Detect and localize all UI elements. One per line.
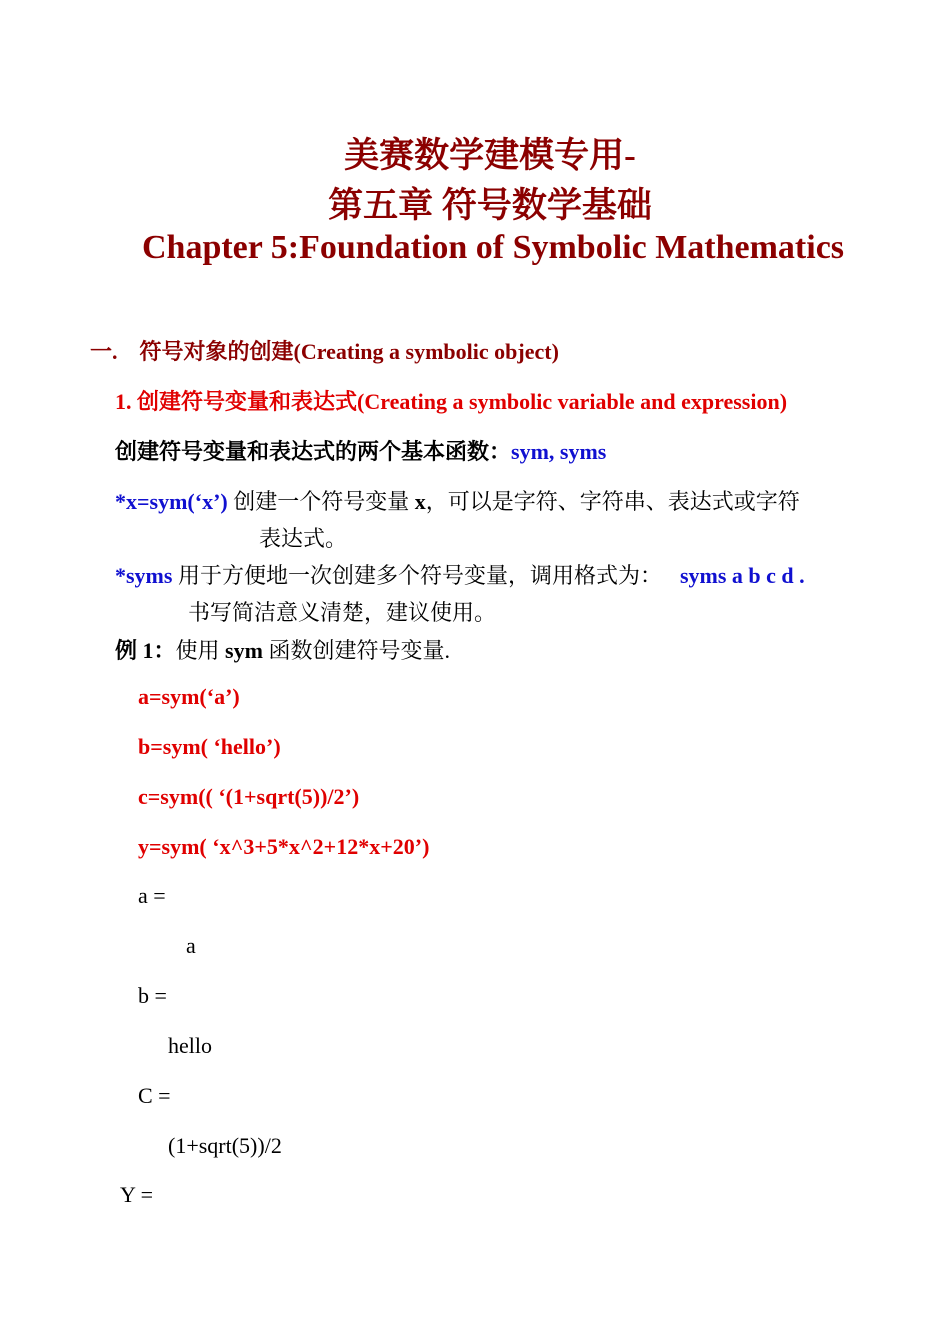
subsection-heading: 1. 创建符号变量和表达式(Creating a symbolic variable and expression) <box>115 389 788 414</box>
output-y-label: Y = <box>120 1182 153 1207</box>
output-b-value: hello <box>168 1033 212 1058</box>
bullet-syms-continuation: 书写简洁意义清楚，建议使用。 <box>188 600 497 625</box>
bullet-sym-x: x <box>414 489 426 514</box>
code-line: y=sym( ‘x^3+5*x^2+12*x+20’) <box>138 834 430 859</box>
output-a-value: a <box>186 933 196 958</box>
bullet-syms-text: 用于方便地一次创建多个符号变量，调用格式为： <box>172 563 662 588</box>
example-func: sym <box>225 638 263 663</box>
output-b-label: b = <box>138 983 167 1008</box>
bullet-syms <box>115 559 805 590</box>
bullet-sym-text: 创建一个符号变量 <box>227 489 415 514</box>
bullet-sym-text-after: ，可以是字符、字符串、表达式或字符 <box>425 489 800 514</box>
bullet-sym-code: *x=sym(‘x’) <box>115 489 228 514</box>
code-line: c=sym(( ‘(1+sqrt(5))/2’) <box>138 784 360 809</box>
code-line: b=sym( ‘hello’) <box>138 734 281 759</box>
example-text-after: 函数创建符号变量. <box>262 638 450 663</box>
bullet-syms-format: syms a b c d . <box>679 563 805 588</box>
example-colon: ： <box>153 638 176 663</box>
output-c-label: C = <box>138 1083 171 1108</box>
bullet-syms-code: *syms <box>115 563 173 588</box>
section-number: 一. <box>90 339 118 364</box>
intro-functions: sym, syms <box>511 439 607 464</box>
page-title-english: Chapter 5:Foundation of Symbolic Mathematics <box>141 229 845 266</box>
example-label: 例 1 <box>115 638 154 663</box>
intro-line <box>115 435 606 466</box>
bullet-sym-continuation: 表达式。 <box>259 526 348 551</box>
output-c-value: (1+sqrt(5))/2 <box>168 1133 282 1158</box>
intro-text: 创建符号变量和表达式的两个基本函数： <box>115 439 512 464</box>
output-a-label: a = <box>138 883 166 908</box>
page-title-line2: 第五章 符号数学基础 <box>328 186 652 225</box>
page-title-line1: 美赛数学建模专用- <box>344 136 636 175</box>
example-text: 使用 <box>175 638 226 663</box>
code-line: a=sym(‘a’) <box>138 684 240 709</box>
example-line <box>115 634 450 665</box>
section-heading <box>90 335 559 366</box>
bullet-sym <box>115 485 800 516</box>
section-title: 符号对象的创建(Creating a symbolic object) <box>139 339 559 364</box>
